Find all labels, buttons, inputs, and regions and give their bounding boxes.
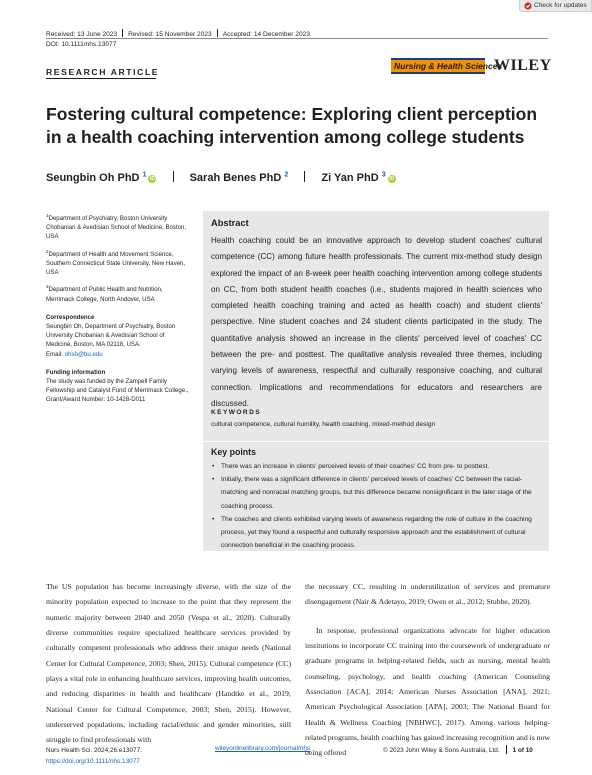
- author-affiliation-ref[interactable]: 2: [284, 171, 289, 179]
- correspondence-text: Seungbin Oh, Department of Psychiatry, Boston University Chobanian & Avedisian School of Medicine, Boston, MA 02118, USA.: [46, 322, 176, 349]
- email-label: Email:: [46, 350, 65, 358]
- affiliation-number: 2: [46, 248, 49, 254]
- funding-heading: Funding information: [46, 368, 106, 376]
- affiliation: [46, 282, 192, 303]
- body-column-left: [46, 579, 291, 748]
- keywords-heading: KEYWORDS: [211, 409, 262, 416]
- article-dates: [46, 29, 310, 38]
- affiliation-text: Department of Health and Movement Science, Southern Connecticut State University, New Haven, USA: [46, 250, 186, 277]
- revised-date: Revised: 15 November 2023: [128, 31, 212, 38]
- accepted-date: Accepted: 14 December 2023: [222, 31, 310, 38]
- orcid-icon[interactable]: iD: [389, 176, 395, 182]
- correspondence-heading: Correspondence: [46, 313, 95, 321]
- key-point-item: • Initially, there was a significant difference in clients' perceived levels of coaches' CC between the racial-matching and nonracial matching groups, but this difference became nonsignificant in the later stage of the coaching process.: [211, 473, 544, 513]
- key-points-list: [211, 460, 544, 552]
- article-type-underline: [46, 78, 156, 79]
- article-type-label: RESEARCH ARTICLE: [46, 67, 160, 77]
- orcid-icon[interactable]: iD: [149, 176, 155, 182]
- affiliation-text: Department of Public Health and Nutrition, Merrimack College, North Andover, USA: [46, 286, 163, 303]
- affiliation-number: 3: [46, 284, 49, 290]
- funding: [46, 368, 192, 405]
- body-paragraph: In response, professional organizations advocate for higher education institutions to incorporate CC training into the coursework of undergraduate or graduate programs in helping-related fields, such as nursing, mental health counseling, psychology, and health coaching (American Counseling Association [ACA], 2014; American Nurses Association [ANA], 2021; American Psychological Association [APA], 2003; The National Board for Health & Wellness Coaching [NBHWC], 2017). Among various helping-related programs, health coaching has gained increasing recognition and is now being offered: [305, 625, 550, 758]
- separator: [122, 29, 123, 37]
- journal-site-link[interactable]: wileyonlinelibrary.com/journal/nhs: [215, 745, 311, 752]
- footer-doi-link[interactable]: https://doi.org/10.1111/nhs.13077: [46, 758, 140, 765]
- check-for-updates-button[interactable]: Check for updates: [519, 0, 592, 12]
- footer-copyright: © 2023 John Wiley & Sons Australia, Ltd.: [383, 747, 500, 754]
- affiliations-column: [46, 211, 192, 410]
- update-check-icon: [524, 2, 532, 10]
- keywords-text: cultural competence, cultural humility, health coaching, mixed-method design: [211, 421, 436, 428]
- body-paragraph: the necessary CC, resulting in underutilization of services and premature disengagement (Nair & Adetayo, 2019; Owen et al., 2012; Stubbe, 2020).: [305, 582, 550, 607]
- body-column-right: [305, 579, 550, 761]
- article-title: Fostering cultural competence: Exploring client perception in a health coaching intervention among college students: [46, 104, 538, 147]
- author-affiliation-ref[interactable]: 3: [381, 171, 386, 179]
- abstract-text: Health coaching could be an innovative approach to develop student coaches' cultural competence (CC) among future health professionals. The current mix-method study design explored the impact of an 8-week peer health coaching intervention among college students on CC, from both student health coaches (i.e., students majored in health sciences who completed health coaching training and acted as health coach) and student clients' perspective. Nine student coaches and 24 student clients participated in the study. The quantitative analysis showed an increase in the clients' perceived level of coaches' CC between the pre- and posttest. The qualitative analysis revealed three themes, including varying levels of awareness, respectful and culturally responsive coaching, and cultural connection. Implications and recommendations for educators and researchers are discussed.: [211, 236, 542, 408]
- header-divider: [46, 38, 548, 39]
- author-affiliation-ref[interactable]: 1: [142, 171, 147, 179]
- author-list: [46, 171, 396, 184]
- affiliation: [46, 211, 192, 242]
- author-name[interactable]: Seungbin Oh PhD: [46, 172, 140, 184]
- journal-logo: Nursing & Health Sciences: [394, 61, 503, 71]
- footer-citation: Nurs Health Sci. 2024;26:e13077.: [46, 747, 142, 754]
- publisher-logo: WILEY: [494, 57, 552, 74]
- key-points-heading: Key points: [211, 447, 256, 457]
- body-paragraph: The US population has become increasingly diverse, with the size of the minority population expected to increase to the point that they represent the numeric majority between 2040 and 2050 (Vespa et al., 2020). Culturally diverse communities require specialized healthcare services provided by culturally competent professionals who address their unique needs (National Center for Cultural Competence, 2003; Shen, 2015). Cultural competence (CC) plays a vital role in enhancing healthcare services, improving health outcomes, and reducing disparities in health and healthcare (Handtke et al., 2019; National Center for Cultural Competence, 2003; Shen, 2015). However, underserved populations, including racial/ethnic and gender minorities, still struggle to find professionals with: [46, 582, 291, 745]
- affiliation: [46, 247, 192, 278]
- correspondence: [46, 313, 192, 359]
- author-name[interactable]: Zi Yan PhD: [321, 172, 379, 184]
- separator: [217, 29, 218, 37]
- affiliation-text: Department of Psychiatry, Boston University Chobanian & Avedisian School of Medicine, Boston, USA: [46, 215, 187, 241]
- received-date: Received: 13 June 2023: [46, 31, 118, 38]
- author-separator: [173, 171, 174, 182]
- paragraph-gap: [305, 610, 550, 623]
- author-name[interactable]: Sarah Benes PhD: [189, 172, 282, 184]
- page-number: 1 of 10: [512, 747, 533, 754]
- article-doi: DOI: 10.1111/nhs.13077: [46, 41, 117, 48]
- footer-citation-block: [46, 745, 142, 767]
- footer-copyright-block: [383, 745, 533, 754]
- footer-separator: [506, 745, 507, 754]
- affiliation-number: 1: [46, 213, 49, 218]
- key-point-item: • There was an increase in clients' perceived levels of their coaches' CC from pre- to posttest.: [211, 460, 544, 473]
- email-link[interactable]: ohsb@bu.edu: [64, 350, 103, 358]
- funding-text: The study was funded by the Zampell Family Fellowship and Catalyst Fund of Merrimack College., Grant/Award Number: 10-1428-D011: [46, 377, 189, 404]
- key-point-item: • The coaches and clients exhibited varying levels of awareness regarding the role of culture in the coaching process, yet they found a respectful and culturally responsive approach and the establishment of cultural connection beneficial in the coaching process.: [211, 513, 544, 553]
- abstract-heading: Abstract: [211, 218, 249, 228]
- author-separator: [304, 171, 305, 182]
